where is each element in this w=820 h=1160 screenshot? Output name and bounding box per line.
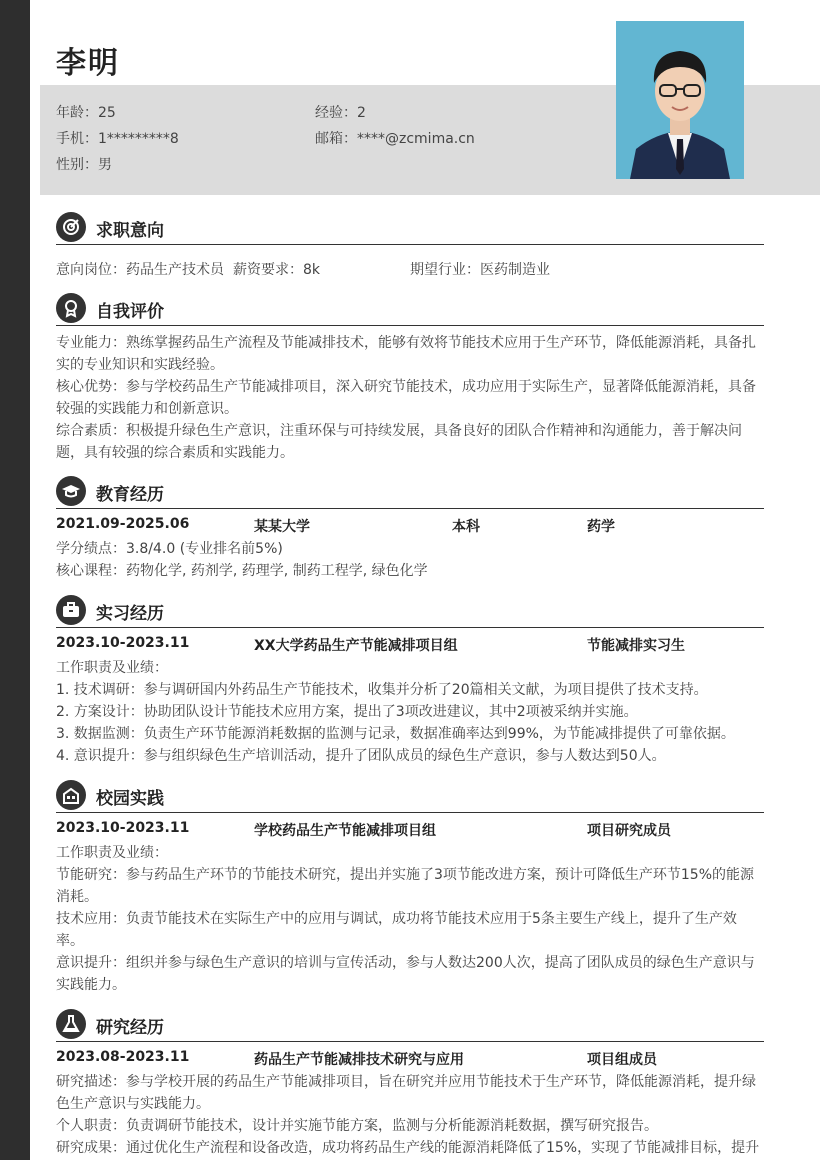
education-date: 2021.09-2025.06 (56, 516, 190, 532)
text-line: 工作职责及业绩： (56, 845, 168, 861)
research-section (56, 1009, 764, 1159)
internship-section (56, 595, 764, 767)
text-line: 综合素质：积极提升绿色生产意识，注重环保与可持续发展，具备良好的团队合作精神和沟通能力，善于解决问 (56, 423, 742, 439)
education-section (56, 476, 764, 582)
text-line: 核心课程：药物化学, 药剂学, 药理学, 制药工程学, 绿色化学 (56, 563, 428, 579)
intent-row (56, 257, 764, 279)
section-header (56, 595, 764, 628)
self-eval-text (56, 332, 764, 464)
gender-field: 性别：男 (56, 157, 112, 173)
internship-role: 节能减排实习生 (587, 638, 685, 654)
job-intent-section (56, 212, 764, 279)
text-line: 研究描述：参与学校开展的药品生产节能减排项目，旨在研究并应用节能技术于生产环节，降低能源消耗，提升绿 (56, 1074, 756, 1090)
text-line: 2. 方案设计：协助团队设计节能技术应用方案，提出了3项改进建议，其中2项被采纳并实施。 (56, 704, 638, 720)
research-heading-row (56, 1047, 764, 1069)
text-line: 色生产意识与实践能力。 (56, 1096, 210, 1112)
text-line: 个人职责：负责调研节能技术，设计并实施节能方案，监测与分析能源消耗数据，撰写研究报告。 (56, 1118, 658, 1134)
phone-field: 手机：1*********8 (56, 131, 179, 147)
section-title: 教育经历 (96, 485, 164, 505)
target-icon (56, 212, 86, 242)
text-line: 较强的实践能力和创新意识。 (56, 401, 238, 417)
text-line: 研究成果：通过优化生产流程和设备改造，成功将药品生产线的能源消耗降低了15%，实现了节能减排目标，提升 (56, 1140, 760, 1156)
briefcase-icon (56, 595, 86, 625)
research-date: 2023.08-2023.11 (56, 1049, 190, 1065)
text-line: 1. 技术调研：参与调研国内外药品生产节能技术，收集并分析了20篇相关文献，为项目提供了技术支持。 (56, 682, 708, 698)
age-field: 年龄：25 (56, 105, 116, 121)
internship-heading-row (56, 633, 764, 655)
section-title: 研究经历 (96, 1018, 164, 1038)
section-header (56, 476, 764, 509)
text-line: 实践能力。 (56, 977, 126, 993)
section-header (56, 780, 764, 813)
campus-practice-section (56, 780, 764, 996)
building-icon (56, 780, 86, 810)
badge-icon (56, 293, 86, 323)
education-major: 药学 (587, 519, 615, 535)
left-sidebar-stripe (0, 0, 30, 1160)
section-title: 自我评价 (96, 302, 164, 322)
campus-date: 2023.10-2023.11 (56, 820, 190, 836)
campus-org: 学校药品生产节能减排项目组 (254, 823, 436, 839)
section-title: 求职意向 (96, 221, 164, 241)
education-school: 某某大学 (254, 519, 310, 535)
graduation-cap-icon (56, 476, 86, 506)
internship-org: XX大学药品生产节能减排项目组 (254, 638, 458, 654)
section-header (56, 1009, 764, 1042)
email-field: 邮箱：****@zcmima.cn (315, 131, 475, 147)
profile-photo (616, 21, 744, 179)
text-line: 学分绩点：3.8/4.0 (专业排名前5%) (56, 541, 283, 557)
section-header (56, 212, 764, 245)
flask-icon (56, 1009, 86, 1039)
education-heading-row (56, 514, 764, 536)
text-line: 消耗。 (56, 889, 98, 905)
research-org: 药品生产节能减排技术研究与应用 (254, 1052, 464, 1068)
text-line: 3. 数据监测：负责生产环节能源消耗数据的监测与记录，数据准确率达到99%，为节能减排提供了可靠依据。 (56, 726, 735, 742)
text-line: 率。 (56, 933, 84, 949)
experience-field: 经验：2 (315, 105, 366, 121)
section-header (56, 293, 764, 326)
intent-position: 意向岗位：药品生产技术员 (56, 262, 224, 278)
section-title: 实习经历 (96, 604, 164, 624)
campus-role: 项目研究成员 (587, 823, 671, 839)
text-line: 专业能力：熟练掌握药品生产流程及节能减排技术，能够有效将节能技术应用于生产环节，降低能源消耗，具备扎 (56, 335, 756, 351)
text-line: 4. 意识提升：参与组织绿色生产培训活动，提升了团队成员的绿色生产意识，参与人数达到50人。 (56, 748, 666, 764)
text-line: 节能研究：参与药品生产环节的节能技术研究，提出并实施了3项节能改进方案，预计可降低生产环节15%的能源 (56, 867, 755, 883)
education-degree: 本科 (452, 519, 480, 535)
text-line: 意识提升：组织并参与绿色生产意识的培训与宣传活动，参与人数达200人次，提高了团队成员的绿色生产意识与 (56, 955, 755, 971)
text-line: 核心优势：参与学校药品生产节能减排项目，深入研究节能技术，成功应用于实际生产，显著降低能源消耗，具备 (56, 379, 756, 395)
self-evaluation-section (56, 293, 764, 464)
section-title: 校园实践 (96, 789, 164, 809)
text-line: 工作职责及业绩： (56, 660, 168, 676)
internship-date: 2023.10-2023.11 (56, 635, 190, 651)
intent-salary: 薪资要求：8k (233, 262, 321, 278)
text-line: 实的专业知识和实践经验。 (56, 357, 224, 373)
intent-industry: 期望行业：医药制造业 (410, 262, 550, 278)
text-line: 题，具有较强的综合素质和实践能力。 (56, 445, 294, 461)
research-role: 项目组成员 (587, 1052, 657, 1068)
text-line: 技术应用：负责节能技术在实际生产中的应用与调试，成功将节能技术应用于5条主要生产线上，提升了生产效 (56, 911, 737, 927)
candidate-name: 李明 (56, 46, 120, 81)
campus-heading-row (56, 818, 764, 840)
